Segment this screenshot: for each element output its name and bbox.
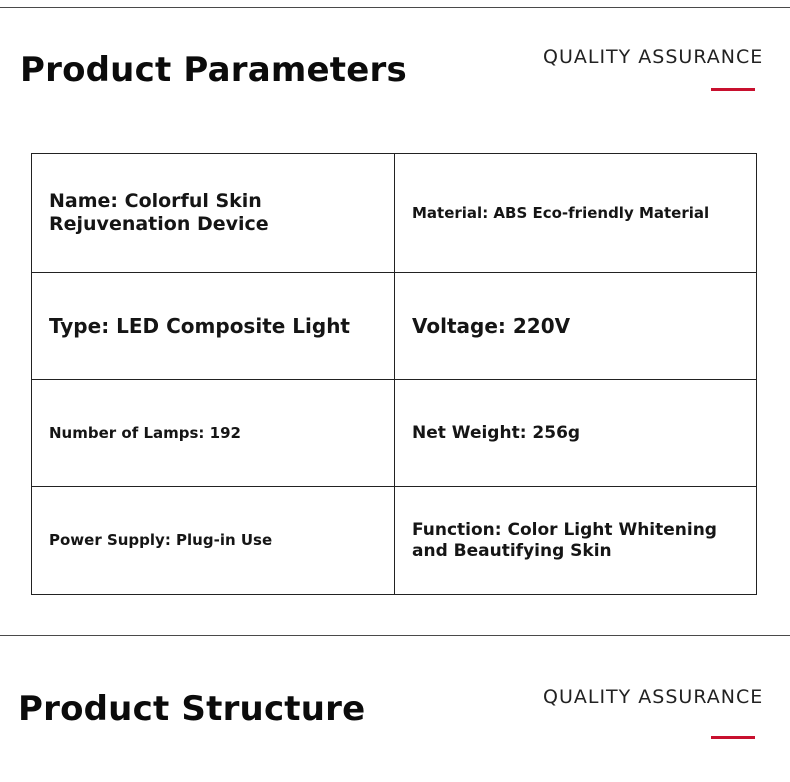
- accent-underline: [711, 88, 755, 91]
- table-row: [32, 273, 757, 380]
- param-type-cell: Type: LED Composite Light: [32, 273, 395, 380]
- quality-assurance-tag: QUALITY ASSURANCE: [543, 686, 764, 708]
- param-voltage-cell: Voltage: 220V: [395, 273, 757, 380]
- param-power-cell: Power Supply: Plug-in Use: [32, 487, 395, 595]
- param-function-cell: Function: Color Light Whitening and Beautifying Skin: [395, 487, 757, 595]
- table-row: [32, 154, 757, 273]
- product-parameters-title: Product Parameters: [20, 50, 407, 90]
- accent-underline: [711, 736, 755, 739]
- param-name-cell: Name: Colorful Skin Rejuvenation Device: [32, 154, 395, 273]
- product-parameters-table: [31, 153, 757, 595]
- product-structure-title: Product Structure: [18, 689, 366, 729]
- quality-assurance-tag: QUALITY ASSURANCE: [543, 46, 764, 68]
- param-lamps-cell: Number of Lamps: 192: [32, 380, 395, 487]
- param-weight-cell: Net Weight: 256g: [395, 380, 757, 487]
- top-divider: [0, 7, 790, 8]
- param-material-cell: Material: ABS Eco-friendly Material: [395, 154, 757, 273]
- table-row: [32, 380, 757, 487]
- table-row: [32, 487, 757, 595]
- middle-divider: [0, 635, 790, 636]
